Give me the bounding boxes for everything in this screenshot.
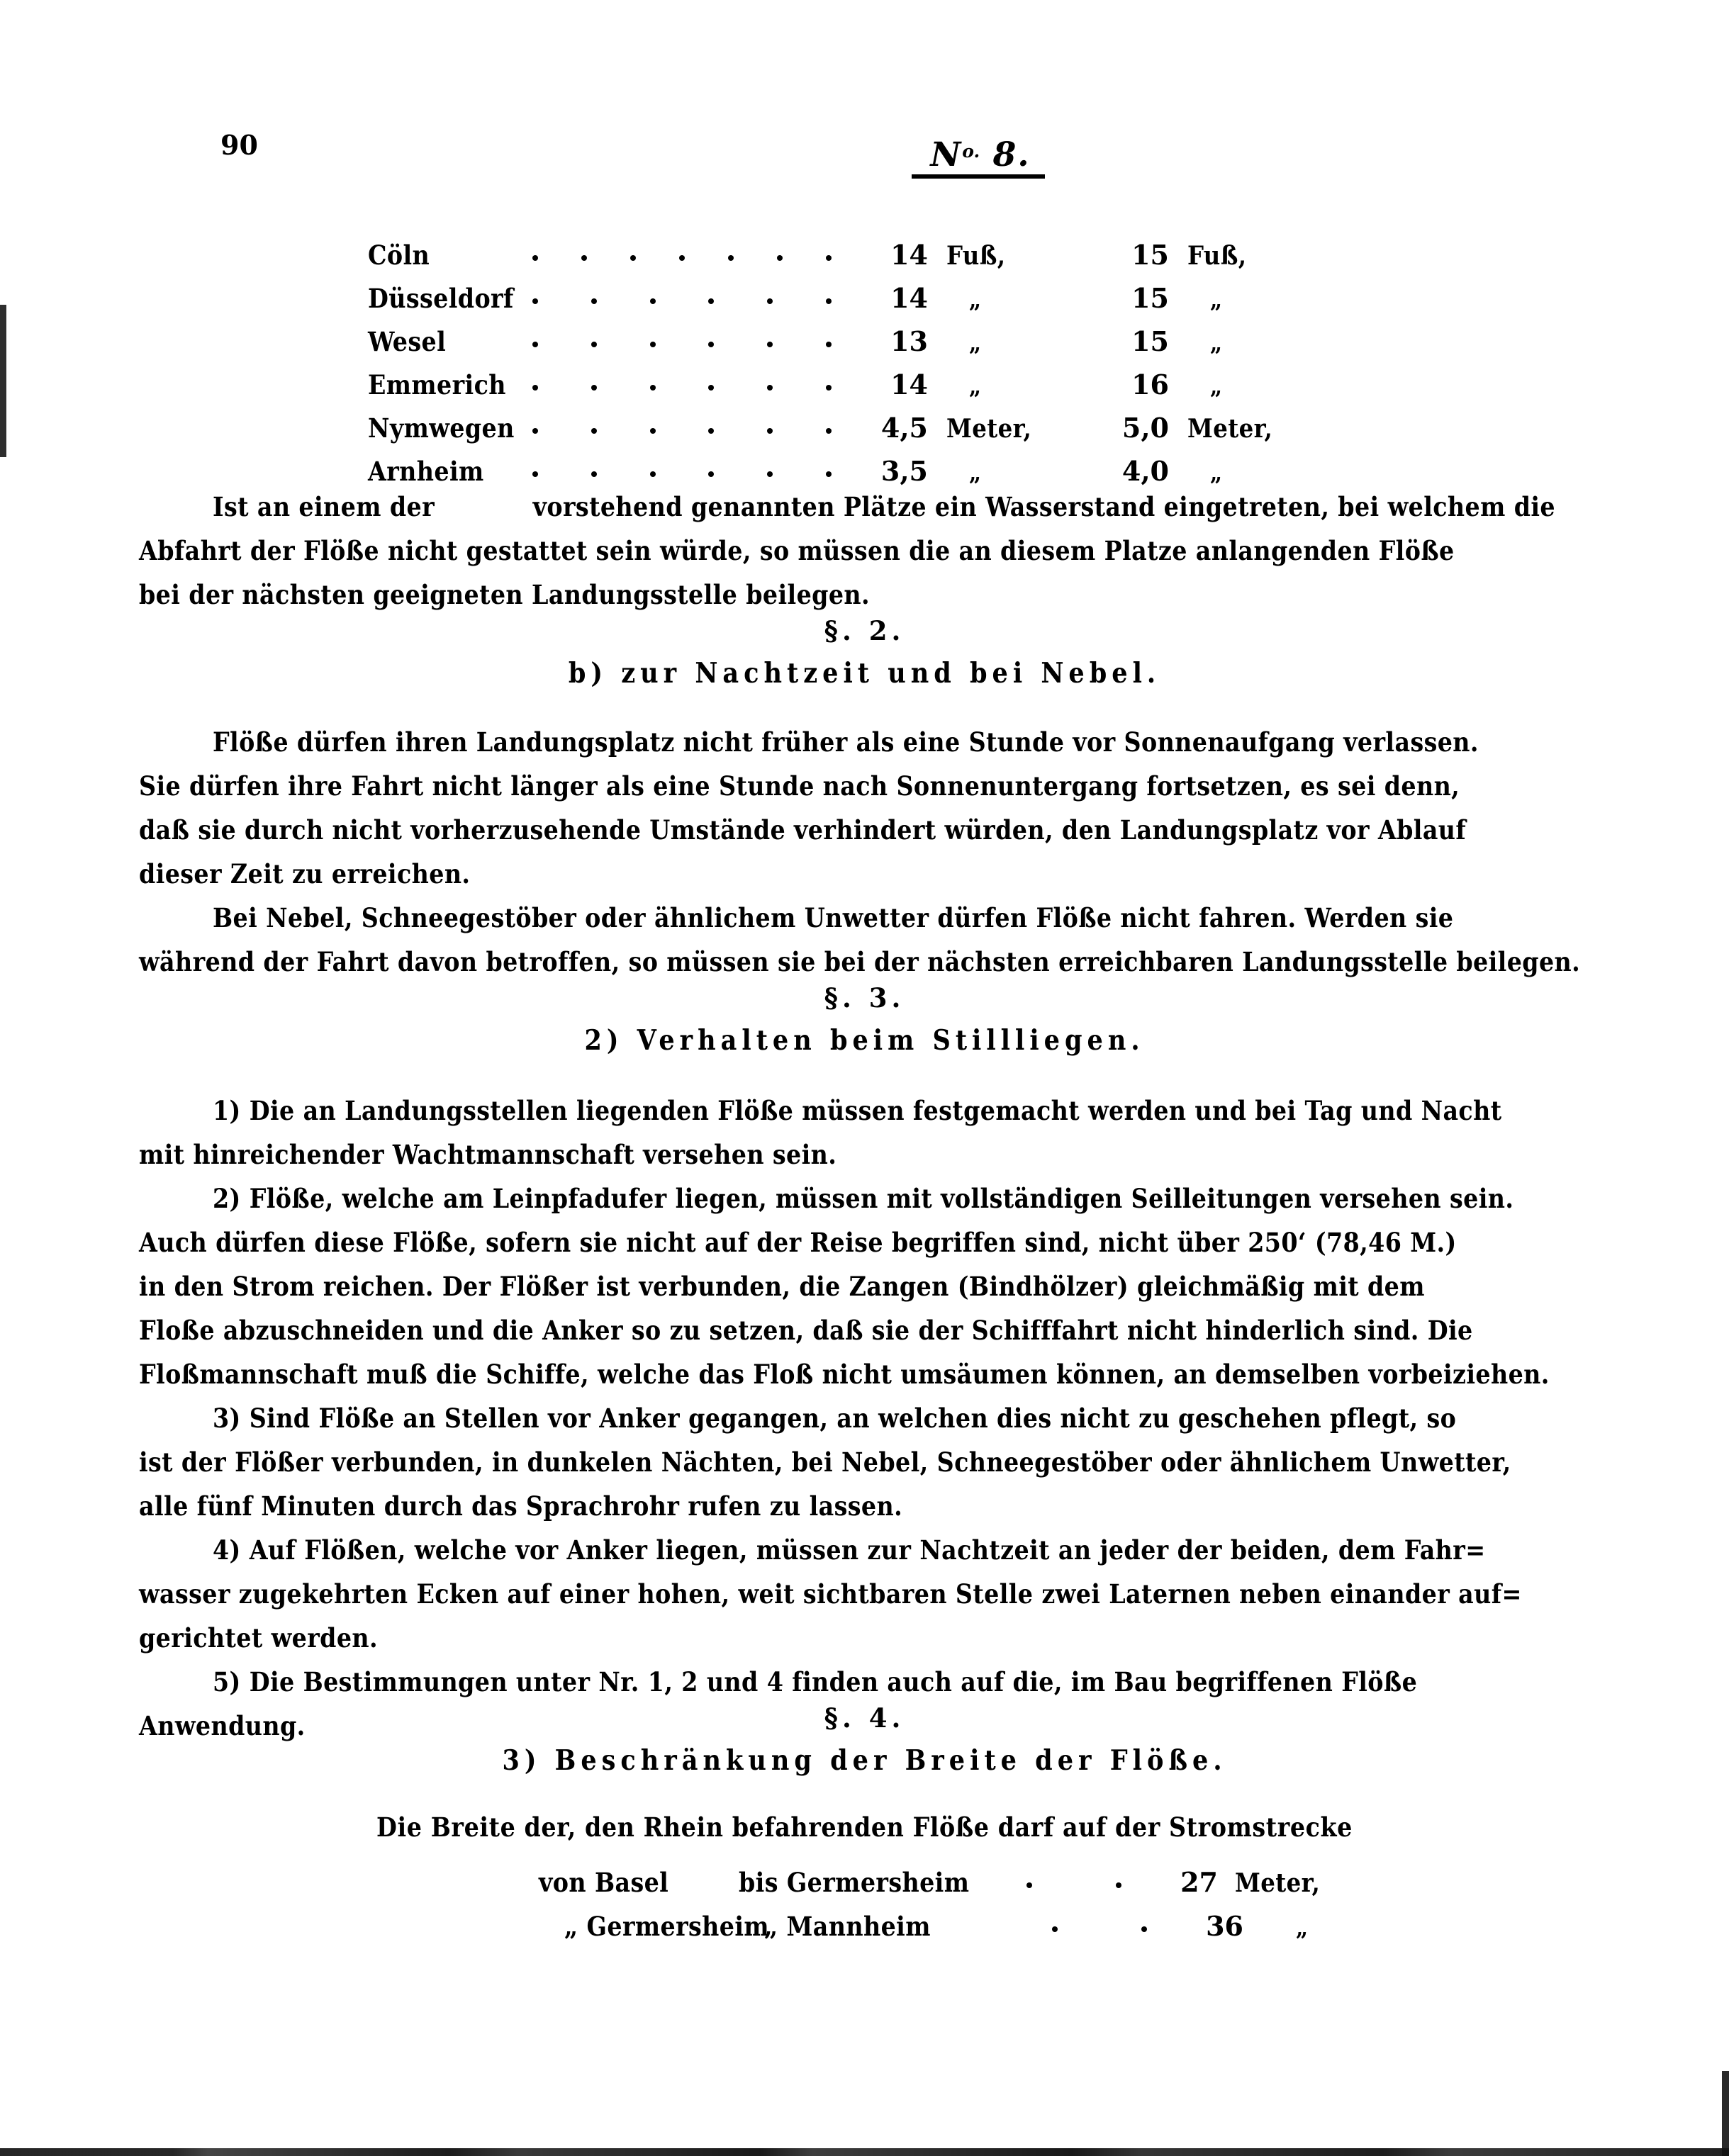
dot-leader: [532, 325, 844, 351]
table-row: [539, 1865, 1432, 1909]
paragraph-line: alle fünf Minuten durch das Sprachrohr rufen zu lassen.: [139, 1490, 903, 1522]
dot-leader: [1034, 1909, 1175, 1936]
intro-paragraph: [139, 476, 1555, 608]
value-column-2: 16: [1131, 369, 1169, 400]
paragraph-line: 2) Flöße, welche am Leinpfadufer liegen, müssen mit vollständigen Seilleitungen versehen sein.: [213, 1183, 1514, 1214]
unit-column-2: Meter,: [1187, 414, 1273, 444]
section-2-heading: [0, 615, 1729, 690]
unit-column-2: Fuß,: [1187, 241, 1247, 271]
paragraph-line: mit hinreichender Wachtmannschaft versehen sein.: [139, 1139, 837, 1170]
paragraph-line: bei der nächsten geeigneten Landungsstelle beilegen.: [139, 579, 870, 610]
raft-width-table: [539, 1865, 1432, 1953]
dot-leader: [532, 411, 844, 437]
section-3-item-2: [139, 1168, 1555, 1388]
unit-column-1: „: [969, 329, 982, 356]
section-4-title: 3) Beschränkung der Breite der Flöße.: [502, 1744, 1227, 1777]
value-column-1: 4,5: [880, 412, 928, 444]
stretch-from: „ Germersheim: [564, 1911, 770, 1942]
paragraph-line: dieser Zeit zu erreichen.: [139, 858, 471, 889]
table-row: [368, 325, 1353, 368]
section-2-paragraph-2: [139, 887, 1581, 977]
paragraph-line: ist der Flößer verbunden, in dunkelen Nächten, bei Nebel, Schneegestöber oder ähnlichem Unwetter,: [139, 1447, 1511, 1478]
value-column-1: 14: [890, 369, 928, 400]
unit-column-1: Fuß,: [946, 241, 1006, 271]
stretch-from: von Basel: [539, 1867, 669, 1898]
section-4-heading: [0, 1702, 1729, 1777]
paragraph-line: Floße abzuschneiden und die Anker so zu setzen, daß sie der Schifffahrt nicht hinderlich sind. Die: [139, 1315, 1473, 1346]
place-name: Emmerich: [368, 369, 506, 400]
table-row: [368, 238, 1353, 281]
value-column-1: 14: [890, 239, 928, 271]
unit-column-1: „: [969, 459, 982, 486]
paragraph-line: 4) Auf Flößen, welche vor Anker liegen, müssen zur Nachtzeit an jeder der beiden, dem Fahr=: [213, 1534, 1486, 1566]
unit-column-2: „: [1210, 372, 1223, 400]
paragraph-line: daß sie durch nicht vorherzusehende Umstände verhindert würden, den Landungsplatz vor Ablauf: [139, 814, 1467, 846]
table-row: [368, 368, 1353, 411]
value-column-2: 15: [1131, 325, 1169, 357]
section-4-sign: §. 4.: [824, 1702, 905, 1734]
section-2-paragraph-1: [139, 712, 1555, 887]
section-3-heading: [0, 982, 1729, 1057]
section-2-sign: §. 2.: [824, 615, 905, 646]
place-name: Cöln: [368, 240, 430, 271]
scan-edge-artifact-left: [0, 305, 6, 457]
dot-leader: [1008, 1865, 1150, 1892]
unit-column-1: „: [969, 286, 982, 313]
section-3-sign: §. 3.: [824, 982, 905, 1014]
paragraph-line: Flöße dürfen ihren Landungsplatz nicht früher als eine Stunde vor Sonnenaufgang verlassen.: [213, 726, 1479, 758]
paragraph-line: Abfahrt der Flöße nicht gestattet sein würde, so müssen die an diesem Platze anlangenden Flöße: [139, 535, 1455, 566]
width-unit: Meter,: [1235, 1868, 1321, 1898]
table-row: [368, 411, 1353, 454]
running-head-number: 8.: [992, 135, 1031, 174]
paragraph-line-part: vorstehend genannten Plätze ein Wasserstand eingetreten, bei welchem die: [532, 491, 1555, 522]
unit-column-2: „: [1210, 459, 1223, 486]
running-head-prefix: N: [930, 135, 963, 174]
paragraph-line: 3) Sind Flöße an Stellen vor Anker gegangen, an welchen dies nicht zu geschehen pflegt, so: [213, 1403, 1457, 1434]
scan-edge-artifact-right: [1722, 2071, 1729, 2156]
width-value: 27: [1180, 1866, 1218, 1898]
section-4-lead: [0, 1814, 1729, 1841]
unit-column-2: „: [1210, 329, 1223, 356]
stretch-to: „ Mannheim: [764, 1911, 931, 1942]
place-name: Arnheim: [368, 456, 484, 487]
place-name: Düsseldorf: [368, 283, 514, 314]
paragraph-line: Auch dürfen diese Flöße, sofern sie nicht auf der Reise begriffen sind, nicht über 250‘ (78,46 M.): [139, 1227, 1457, 1258]
paragraph-line: Floßmannschaft muß die Schiffe, welche das Floß nicht umsäumen können, an demselben vorbeiziehen.: [139, 1359, 1550, 1390]
value-column-2: 15: [1131, 239, 1169, 271]
section-3-title: 2) Verhalten beim Stillliegen.: [584, 1024, 1145, 1057]
running-head-rule: [912, 174, 1045, 179]
value-column-1: 3,5: [880, 455, 928, 487]
dot-leader: [532, 281, 844, 308]
unit-column-1: „: [969, 372, 982, 400]
paragraph-line: 1) Die an Landungsstellen liegenden Flöße müssen festgemacht werden und bei Tag und Nacht: [213, 1095, 1502, 1126]
scan-edge-artifact-bottom: [0, 2148, 1729, 2156]
running-head: [899, 135, 1062, 179]
section-3-item-3: [139, 1388, 1555, 1520]
section-2-title: b) zur Nachtzeit und bei Nebel.: [568, 657, 1161, 690]
paragraph-line: Anwendung.: [139, 1710, 306, 1741]
table-row: [368, 281, 1353, 325]
running-head-superscript: o.: [962, 141, 980, 162]
unit-column-2: „: [1210, 286, 1223, 313]
unit-column-1: Meter,: [946, 414, 1032, 444]
running-head-text: [899, 135, 1062, 174]
paragraph-line: Sie dürfen ihre Fahrt nicht länger als eine Stunde nach Sonnenuntergang fortsetzen, es sei denn,: [139, 770, 1460, 802]
paragraph-line-part: Ist an einem der: [213, 491, 435, 522]
paragraph-line: [139, 476, 1555, 520]
section-3-item-4: [139, 1520, 1555, 1654]
dot-leader: [532, 368, 844, 394]
water-level-table: [368, 238, 1353, 498]
place-name: Wesel: [368, 326, 447, 357]
section-3-item-1: [139, 1080, 1555, 1168]
paragraph-line: Bei Nebel, Schneegestöber oder ähnlichem Unwetter dürfen Flöße nicht fahren. Werden sie: [213, 902, 1454, 933]
paragraph-line: wasser zugekehrten Ecken auf einer hohen, weit sichtbaren Stelle zwei Laternen neben einander auf=: [139, 1578, 1522, 1610]
place-name: Nymwegen: [368, 412, 515, 444]
width-value: 36: [1206, 1910, 1243, 1942]
paragraph-line: während der Fahrt davon betroffen, so müssen sie bei der nächsten erreichbaren Landungsstelle beilegen.: [139, 946, 1581, 977]
paragraph-line: 5) Die Bestimmungen unter Nr. 1, 2 und 4 finden auch auf die, im Bau begriffenen Flöße: [213, 1666, 1418, 1697]
value-column-1: 14: [890, 282, 928, 314]
stretch-to: bis Germersheim: [739, 1867, 970, 1898]
dot-leader: [532, 238, 844, 264]
value-column-1: 13: [890, 325, 928, 357]
width-unit: „: [1296, 1914, 1309, 1941]
page-number: 90: [220, 129, 258, 161]
value-column-2: 5,0: [1121, 412, 1169, 444]
value-column-2: 15: [1131, 282, 1169, 314]
paragraph-line: gerichtet werden.: [139, 1622, 379, 1654]
value-column-2: 4,0: [1121, 455, 1169, 487]
paragraph-line: in den Strom reichen. Der Flößer ist verbunden, die Zangen (Bindhölzer) gleichmäßig mit dem: [139, 1271, 1425, 1302]
table-row: [539, 1909, 1432, 1953]
paragraph-line: Die Breite der, den Rhein befahrenden Flöße darf auf der Stromstrecke: [376, 1812, 1353, 1843]
